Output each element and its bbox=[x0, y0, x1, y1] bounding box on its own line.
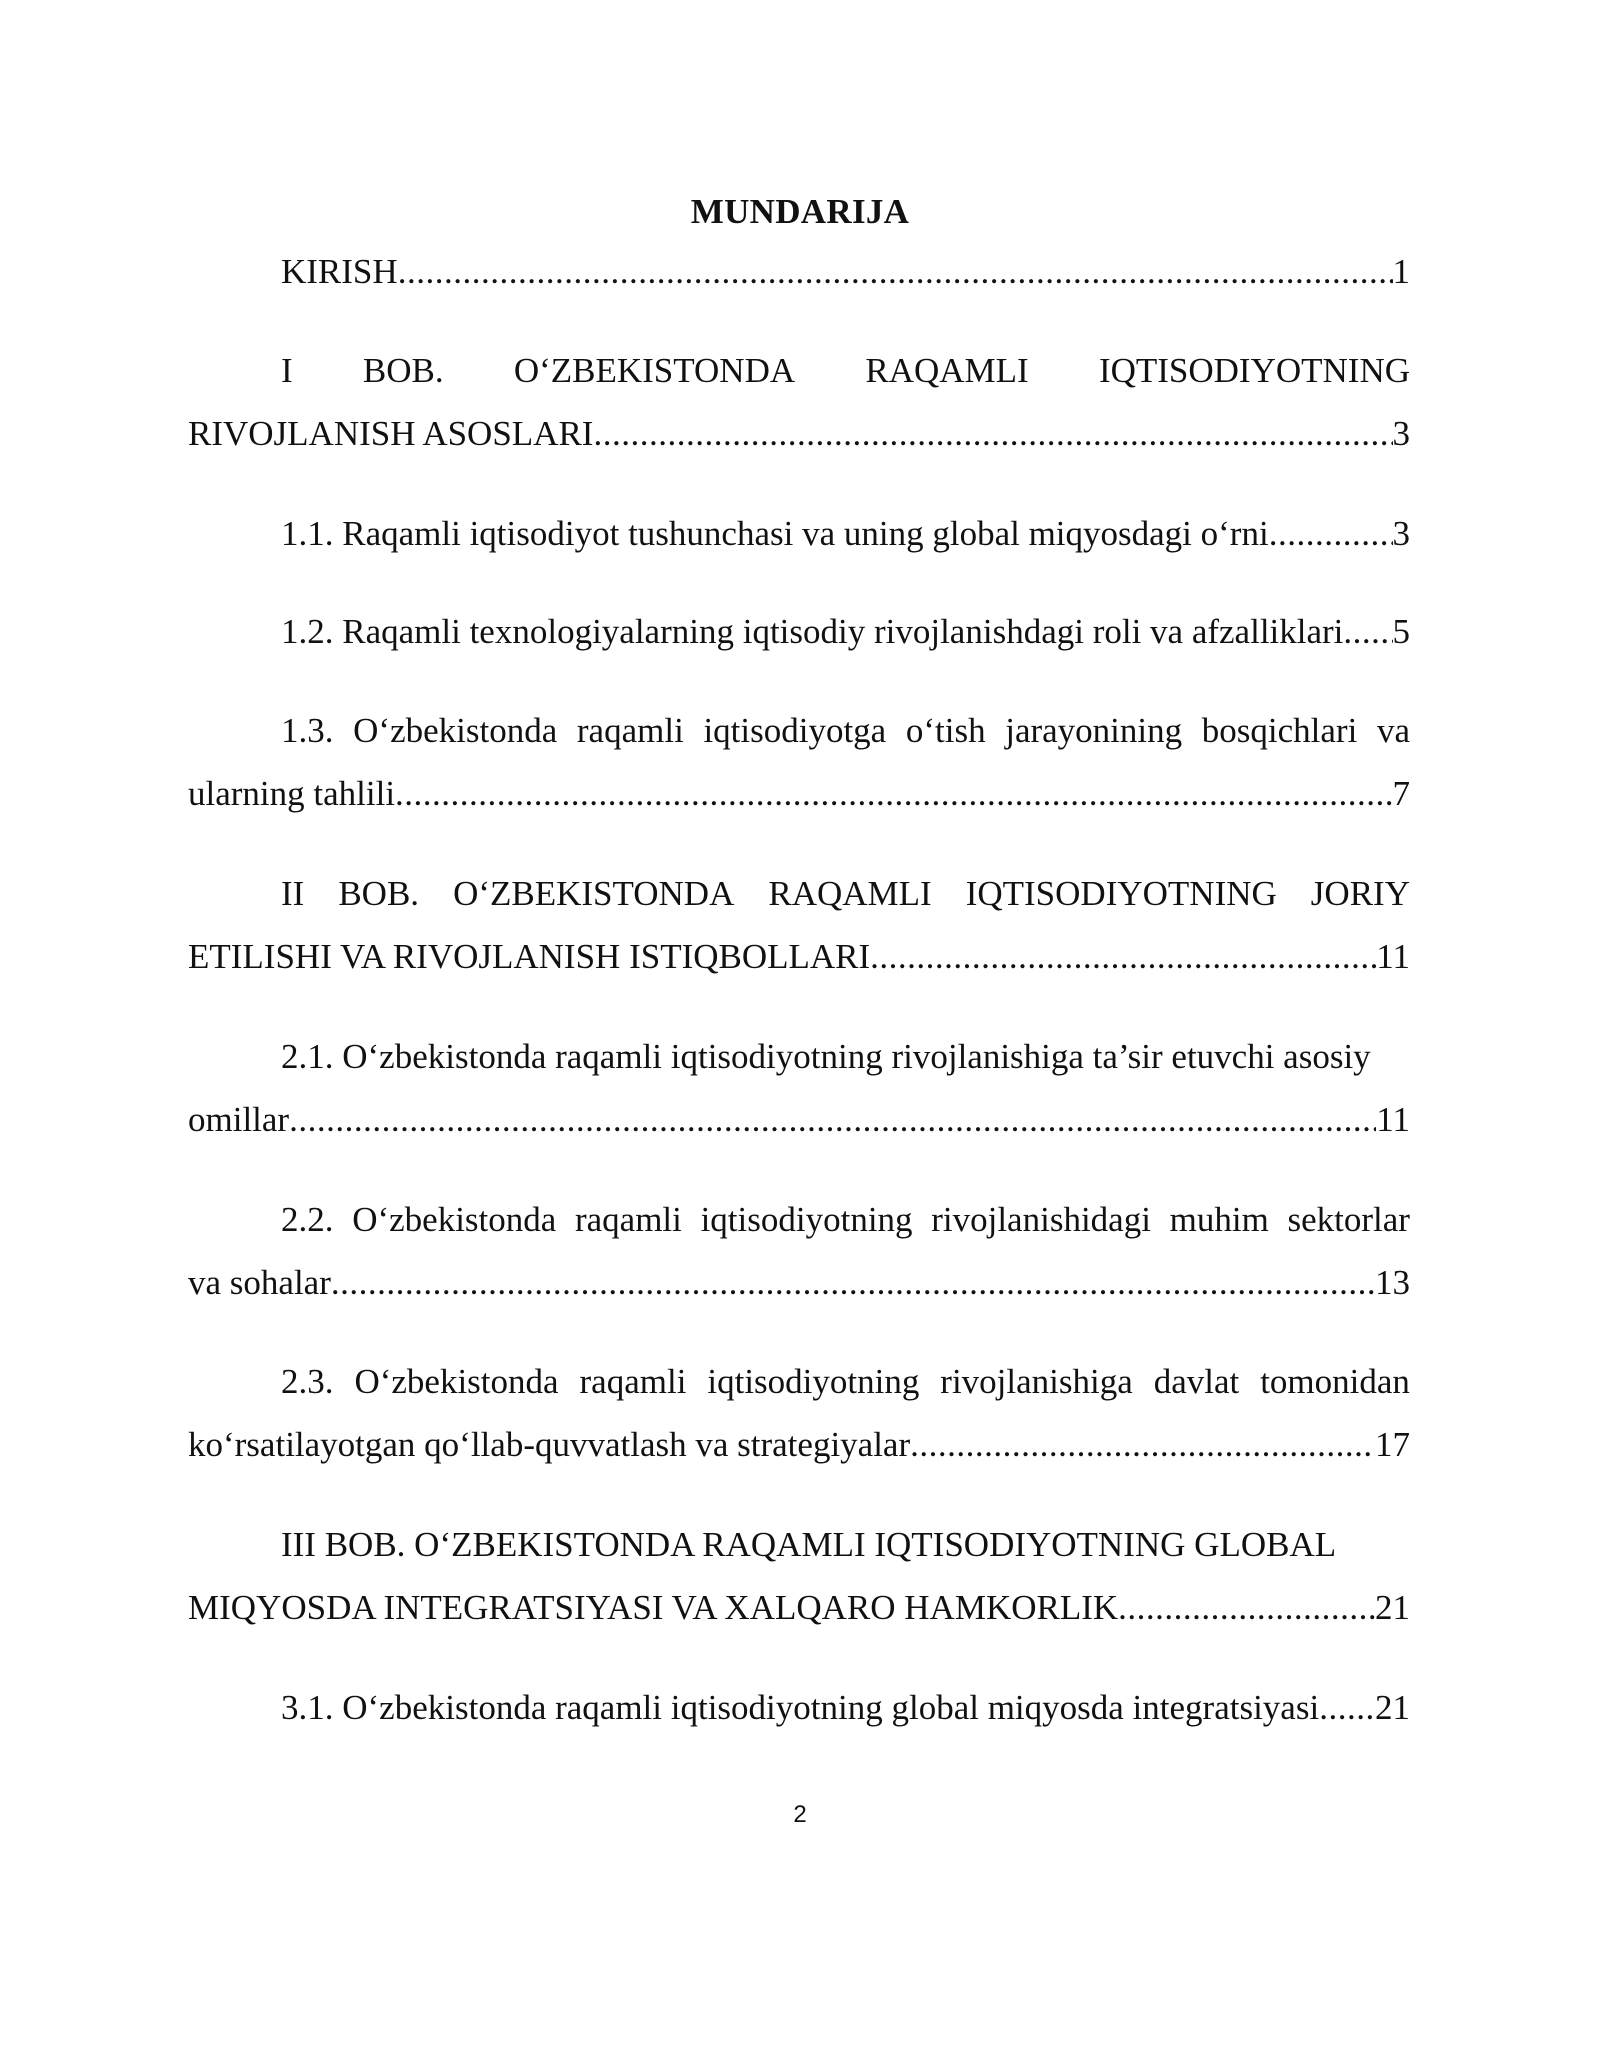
toc-word: O‘ZBEKISTONDA bbox=[453, 874, 735, 913]
toc-entry-bob-2 bbox=[188, 862, 1410, 988]
toc-leader-dots bbox=[1118, 1576, 1375, 1639]
toc-leader-dots bbox=[331, 1251, 1375, 1314]
toc-entry-text: RIVOJLANISH ASOSLARI bbox=[188, 414, 594, 453]
toc-leader-dots bbox=[870, 925, 1376, 988]
toc-word: iqtisodiyotga bbox=[703, 711, 887, 750]
toc-line bbox=[188, 1350, 1410, 1413]
toc-word: O‘ZBEKISTONDA bbox=[513, 351, 796, 390]
toc-entry-text: 2.1. O‘zbekistonda raqamli iqtisodiyotning rivojlanishiga ta’sir etuvchi asosiy bbox=[281, 1037, 1371, 1076]
toc-line bbox=[188, 240, 1410, 303]
toc-entry-text: 3.1. O‘zbekistonda raqamli iqtisodiyotning global miqyosda integratsiyasi bbox=[281, 1688, 1320, 1727]
toc-word: O‘zbekistonda bbox=[352, 1200, 557, 1239]
toc-entry-bob-3 bbox=[188, 1513, 1410, 1639]
toc-line bbox=[188, 699, 1410, 762]
toc-line bbox=[188, 1576, 1410, 1639]
toc-line bbox=[188, 762, 1410, 825]
toc-leader-dots bbox=[910, 1413, 1375, 1476]
toc-word: rivojlanishidagi bbox=[931, 1200, 1151, 1239]
toc-leader-dots bbox=[289, 1088, 1376, 1151]
toc-entry-text: ularning tahlili bbox=[188, 774, 396, 813]
toc-page-number: 11 bbox=[1376, 1100, 1410, 1139]
toc-leader-dots bbox=[1269, 502, 1393, 565]
toc-word: raqamli bbox=[576, 711, 684, 750]
toc-word: BOB. bbox=[338, 874, 420, 913]
toc-word: bosqichlari bbox=[1201, 711, 1358, 750]
toc-entry-kirish bbox=[188, 240, 1410, 303]
toc-word: iqtisodiyotning bbox=[700, 1200, 913, 1239]
toc-word: o‘tish bbox=[905, 711, 986, 750]
toc-word: sektorlar bbox=[1287, 1200, 1410, 1239]
toc-entry-1-3 bbox=[188, 699, 1410, 825]
toc-word: raqamli bbox=[574, 1200, 682, 1239]
toc-line bbox=[188, 502, 1410, 565]
toc-word: muhim bbox=[1169, 1200, 1269, 1239]
toc-entry-2-1 bbox=[188, 1025, 1410, 1151]
toc-word: rivojlanishiga bbox=[940, 1362, 1133, 1401]
toc-word: RAQAMLI bbox=[865, 351, 1029, 390]
toc-entry-2-2 bbox=[188, 1188, 1410, 1314]
toc-line bbox=[188, 1513, 1410, 1576]
toc-page-number: 21 bbox=[1375, 1588, 1410, 1627]
toc-entry-text: ko‘rsatilayotgan qo‘llab-quvvatlash va strategiyalar bbox=[188, 1425, 911, 1464]
toc-word: 2.2. bbox=[281, 1200, 334, 1239]
toc-word: IQTISODIYOTNING bbox=[1098, 351, 1410, 390]
toc-line bbox=[188, 402, 1410, 465]
toc-line bbox=[188, 600, 1410, 663]
toc-line bbox=[188, 1088, 1410, 1151]
toc-leader-dots bbox=[593, 402, 1392, 465]
toc-word: jarayonining bbox=[1005, 711, 1183, 750]
toc-page-number: 5 bbox=[1392, 612, 1410, 651]
toc-leader-dots bbox=[1343, 600, 1392, 663]
toc-page-number: 7 bbox=[1392, 774, 1410, 813]
toc-line bbox=[188, 1251, 1410, 1314]
toc-word: O‘zbekistonda bbox=[354, 1362, 559, 1401]
toc-line bbox=[188, 862, 1410, 925]
toc-word: IQTISODIYOTNING bbox=[965, 874, 1277, 913]
toc-title: MUNDARIJA bbox=[690, 192, 910, 231]
toc-entry-text: va sohalar bbox=[188, 1263, 331, 1302]
toc-word: va bbox=[1376, 711, 1410, 750]
toc-entry-text: ETILISHI VA RIVOJLANISH ISTIQBOLLARI bbox=[188, 937, 871, 976]
toc-word: 1.3. bbox=[281, 711, 334, 750]
toc-page-number: 13 bbox=[1375, 1263, 1410, 1302]
toc-entry-text: MIQYOSDA INTEGRATSIYASI VA XALQARO HAMKORLIK bbox=[188, 1588, 1119, 1627]
toc-word: iqtisodiyotning bbox=[707, 1362, 920, 1401]
toc-word: davlat bbox=[1153, 1362, 1240, 1401]
toc-entry-text: III BOB. O‘ZBEKISTONDA RAQAMLI IQTISODIYOTNING GLOBAL bbox=[281, 1525, 1337, 1564]
toc-line bbox=[188, 925, 1410, 988]
toc-word: RAQAMLI bbox=[768, 874, 932, 913]
toc-word: JORIY bbox=[1310, 874, 1410, 913]
toc-page-number: 1 bbox=[1392, 252, 1410, 291]
toc-entry-1-1 bbox=[188, 502, 1410, 565]
toc-entry-bob-1 bbox=[188, 339, 1410, 465]
toc-page-number: 11 bbox=[1376, 937, 1410, 976]
toc-page-number: 21 bbox=[1375, 1688, 1410, 1727]
footer-page-number: 2 bbox=[793, 1801, 807, 1828]
toc-page-number: 3 bbox=[1392, 414, 1410, 453]
toc-entry-1-2 bbox=[188, 600, 1410, 663]
toc-line bbox=[188, 1413, 1410, 1476]
toc-entry-text: KIRISH bbox=[281, 252, 398, 291]
toc-page-number: 3 bbox=[1392, 514, 1410, 553]
toc-line bbox=[188, 1025, 1410, 1088]
toc-word: II bbox=[281, 874, 305, 913]
toc-line bbox=[188, 1676, 1410, 1739]
toc-line bbox=[188, 1188, 1410, 1251]
toc-entry-text: omillar bbox=[188, 1100, 290, 1139]
toc-entry-text: 1.1. Raqamli iqtisodiyot tushunchasi va uning global miqyosdagi o‘rni bbox=[281, 514, 1269, 553]
toc-word: O‘zbekistonda bbox=[353, 711, 558, 750]
toc-line bbox=[188, 339, 1410, 402]
toc-word: tomonidan bbox=[1260, 1362, 1410, 1401]
toc-leader-dots bbox=[1319, 1676, 1375, 1739]
toc-word: BOB. bbox=[362, 351, 444, 390]
toc-word: raqamli bbox=[579, 1362, 687, 1401]
toc-entry-text: 1.2. Raqamli texnologiyalarning iqtisodiy rivojlanishdagi roli va afzalliklari bbox=[281, 612, 1344, 651]
toc-page-number: 17 bbox=[1375, 1425, 1410, 1464]
toc-leader-dots bbox=[398, 240, 1393, 303]
toc-entry-2-3 bbox=[188, 1350, 1410, 1476]
toc-word: I bbox=[281, 351, 293, 390]
toc-word: 2.3. bbox=[281, 1362, 334, 1401]
toc-entry-3-1 bbox=[188, 1676, 1410, 1739]
toc-leader-dots bbox=[395, 762, 1392, 825]
